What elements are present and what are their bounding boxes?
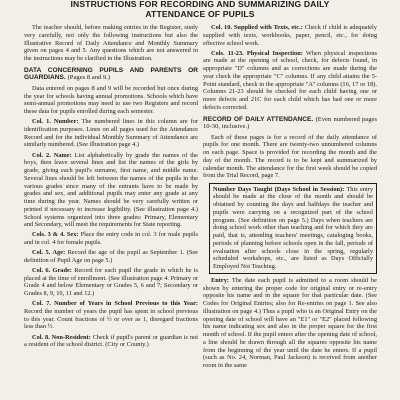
col6-text: Record for each pupil the grade in which he is placed at the time of enrollment. (See illustration page 4. Primary or Grade 4 and below Elementary or Grades 5, 6 and 7; Secondary or Grades 8, 9, 10, 11 and 12.) (24, 266, 198, 298)
col7-label: Col. 7. (32, 300, 51, 308)
col6-entry (24, 267, 198, 298)
col7-title: Number of Years in School Previous to this Year: (54, 300, 198, 308)
page-heading-line-1: INSTRUCTIONS FOR RECORDING AND SUMMARIZING DAILY (70, 0, 330, 9)
days-taught-box (209, 183, 377, 274)
col11-title: Physical Inspection: (246, 49, 303, 57)
section-paragraph: Each of these pages is for a record of the daily attendance of pupils for one month. There are twenty-two unnumbered columns on each page. Space is provided for recording the month and the day of the month. The record is to be kept and summarized by calendar month. The attendance for the first week should be copied from the Trial Record, page 7. (203, 133, 377, 180)
col2-entry (24, 152, 198, 230)
col5-entry (24, 249, 198, 265)
col1-entry (24, 118, 198, 149)
section-title: DATA CONCERNING PUPILS AND PARENTS OR GUARDIANS. (24, 66, 198, 82)
section-page-ref: (Pages 8 and 9.) (67, 74, 111, 82)
col1-title: Number: (53, 118, 79, 126)
days-taught-text: This entry should be made at the close of the month and should be obtained by counting the days and halfdays the teacher and pupils were carrying on a recognized part of the school program. (See definition on page 5.) Days when teachers are doing school work other than teaching and for which they are paid, that is, attending teachers' meetings, cataloging books, periods of planning before schools open in the fall, periods of evaluation after schools close in the spring, regularly scheduled workshops, etc., are listed as Days Officially Employed Not Teaching. (213, 185, 373, 271)
section-heading-pupils-parents (24, 67, 198, 82)
col5-title: Age: (52, 249, 66, 257)
col6-title: Grade: (52, 266, 72, 274)
entry-paragraph (203, 277, 377, 370)
section-title: RECORD OF DAILY ATTENDANCE. (203, 115, 314, 123)
col8-text: Check if pupil's parent or guardian is not a resident of the school district. (City or County.) (24, 333, 198, 349)
left-column (24, 24, 198, 400)
right-column (203, 24, 377, 400)
col2-label: Col. 2. (32, 151, 51, 159)
section-page-ref: (Even numbered pages 10-30, inclusive.) (203, 115, 377, 131)
col8-entry (24, 334, 198, 350)
col8-title: Non-Resident: (51, 333, 91, 341)
col10-title: Supplied with Texts, etc.: (233, 24, 303, 31)
col11-label: Cols. 11-23. (211, 49, 244, 57)
section-heading-daily-attendance (203, 116, 377, 131)
col5-text: Record the age of the pupil as September 1. (See definition of Pupil Age on page 5.) (24, 249, 198, 264)
col3-title: Sex: (66, 231, 79, 239)
section-paragraph: Data entered on pages 8 and 9 will be recorded but once during the year for schools having annual promotions. Schools which have semi-annual promotions may need to use two Registers and record these data for pupils enrolled during each semester. (24, 84, 198, 116)
col3-label: Cols. 3 & 4. (32, 231, 65, 239)
col3-entry (24, 231, 198, 247)
days-taught-title: Number Days Taught (Days School in Session): (213, 185, 345, 193)
col11-text: When physical inspections are made at the opening of school, check, for defects found, in appropriate "D" columns and as corrections are made during the year check the appropriate "C" columns. If any child attains the 5-Point standard, check in the appropriate "A" columns (16, 17 or 18). Columns 21-23 should be checked for each child having one or more defects and 21C for each child which has had one or more defects corrected. (203, 49, 377, 111)
col1-text: The numbered lines in this column are for identification purposes. Lines on all pages used for the Attendance Record and for the individual Monthly Summary of Attendance are similarly numbered. (See illustration page 4.) (24, 118, 198, 149)
col3-text: Place the entry code in col. 3 for male pupils and in col. 4 for female pupils. (24, 231, 198, 247)
col5-label: Col. 5. (32, 249, 51, 257)
col7-entry (24, 300, 198, 331)
entry-title: Entry: (211, 276, 229, 284)
col11-entry (203, 50, 377, 112)
col7-text: Record the number of years the pupil has spent in school previous to this year. Count fractions of ½ or over as 1, disregard fractions less than ½. (24, 307, 198, 331)
intro-paragraph: The teacher should, before making entries in the Register, study very carefully, not only the following instructions but also the Illustrative Record of Daily Attendance and Monthly Summary given on pages 4 and 5. Any questions which are not answered in the instructions may be clarified in the Illustration. (24, 24, 198, 62)
col10-entry (203, 24, 377, 47)
page-heading-line-2: ATTENDANCE OF PUPILS (145, 9, 255, 19)
col6-label: Col. 6. (32, 266, 51, 274)
col2-text: List alphabetically by grade the names of the boys, then leave several lines and list the names of the girls by grade, giving each pupil's surname, first name, and middle name. Several lines should be left between the names of the pupils in the various grades since many of the entrants have to be made by grades and sex, and additional pupils may enter any grade at any time during the year. Names should be very carefully written or printed if necessary to increase legibility. (See illustration page 4.) School systems organized into three grades: Primary, Elementary and Secondary, will meet the requirements for State reporting. (24, 151, 198, 229)
col2-title: Name: (53, 151, 72, 159)
col8-label: Col. 8. (32, 333, 50, 341)
col10-text: Check if child is adequately supplied with texts, workbooks, paper, pencil, etc., for doing effective school work. (203, 24, 377, 47)
col1-label: Col. 1. (32, 118, 51, 126)
entry-text: The date each pupil is admitted to a room should be shown by entering the proper code for original entry or re-entry opposite his name and in the square for that particular date. (See Codes for Original Entries; also for Re-entries on page 1. See also illustration on page 4.) Thus a pupil who is an Original Entry on the opening date of school will have an "E1" or "E2" placed following his name indicating sex and also in the proper square for the first month of school. If the pupil enters after the opening date of school, a line should be drawn through all the squares opposite his name from the beginning of the year until the date he enters. If a pupil (such as No. 24, Norman, Paul Jackson) is received from another room in the same (203, 276, 377, 370)
days-taught-entry (213, 186, 373, 271)
col10-label: Col. 10. (211, 24, 232, 31)
